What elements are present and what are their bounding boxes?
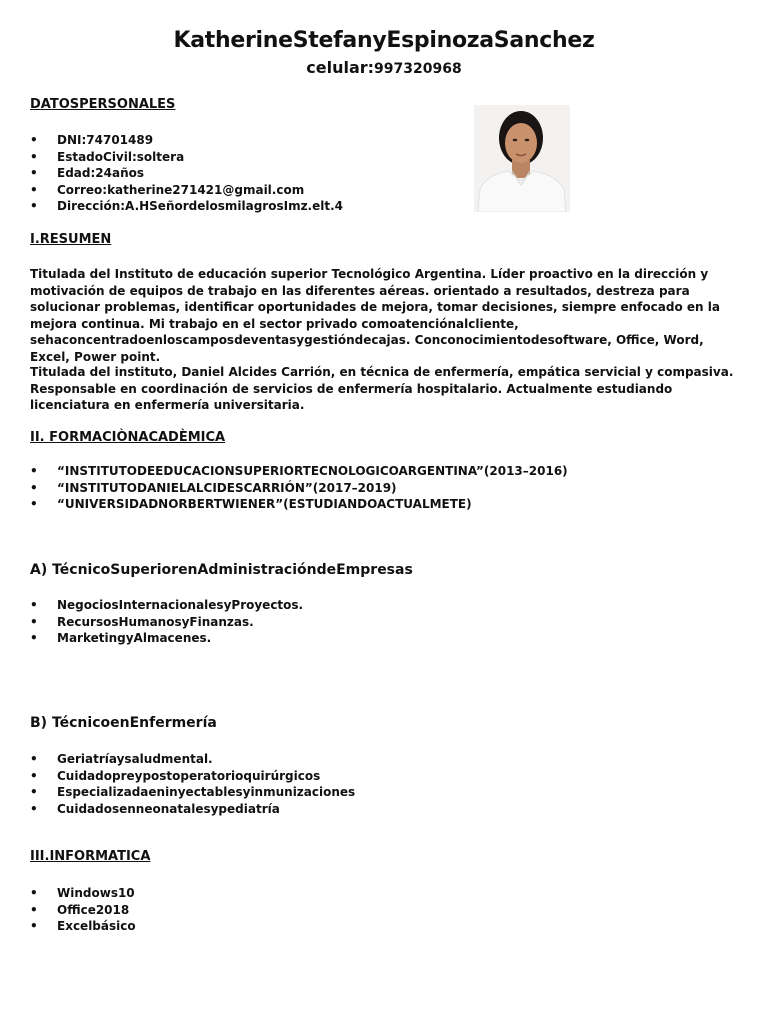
phone-number: 997320968 (374, 61, 462, 77)
education-heading: II. FORMACIÒNACADÈMICA (30, 430, 226, 445)
candidate-name: KatherineStefanyEspinozaSanchez (173, 28, 595, 53)
section-a-heading: A) TécnicoSuperiorenAdministracióndeEmpresas (30, 562, 413, 578)
list-item: • “INSTITUTODEEDUCACIONSUPERIORTECNOLOGICOARGENTINA”(2013–2016) (30, 463, 730, 480)
informatics-heading: III.INFORMATICA (30, 849, 151, 864)
education-list (30, 463, 730, 513)
list-item: • “UNIVERSIDADNORBERTWIENER”(ESTUDIANDOACTUALMETE) (30, 496, 730, 513)
list-item: • Cuidadopreypostoperatorioquirúrgicos (30, 768, 470, 785)
list-item: • RecursosHumanosyFinanzas. (30, 614, 470, 631)
informatics-list (30, 885, 470, 935)
list-item: • EstadoCivil:soltera (30, 149, 470, 166)
list-item: • Geriatríaysaludmental. (30, 751, 470, 768)
list-item: • MarketingyAlmacenes. (30, 630, 470, 647)
profile-photo (474, 105, 570, 212)
list-item: • Windows10 (30, 885, 470, 902)
list-item: • NegociosInternacionalesyProyectos. (30, 597, 470, 614)
personal-data-heading: DATOSPERSONALES (30, 97, 176, 112)
list-item: • “INSTITUTODANIELALCIDESCARRIÓN”(2017–2019) (30, 480, 730, 497)
phone-line (0, 58, 768, 77)
section-b-heading: B) TécnicoenEnfermería (30, 715, 217, 731)
list-item: • Especializadaeninyectablesyinmunizaciones (30, 784, 470, 801)
personal-data-list (30, 132, 470, 215)
list-item: • Office2018 (30, 902, 470, 919)
list-item: • Cuidadosenneonatalesypediatría (30, 801, 470, 818)
list-item: • DNI:74701489 (30, 132, 470, 149)
summary-paragraph: Titulada del Instituto de educación superior Tecnológico Argentina. Líder proactivo en la dirección y motivación de equipos de trabajo en las diferentes aéreas. orientado a resultados, destreza para solucionar problemas, identificar oportunidades de mejora, tomar decisiones, siempre enfocado en la mejora continua. Mi trabajo en el sector privado comoatenciónalcliente, sehaconcentradoenloscamposdeventasygestióndecajas. Conconocimientodesoftware, Office, Word, Excel, Power point. (30, 267, 720, 364)
summary-paragraph: Titulada del instituto, Daniel Alcides Carrión, en técnica de enfermería, empática servicial y compasiva. Responsable en coordinación de servicios de enfermería hospitalario. Actualmente estudiando licenciatura en enfermería universitaria. (30, 365, 734, 412)
list-item: • Edad:24años (30, 165, 470, 182)
summary-heading: I.RESUMEN (30, 232, 112, 247)
phone-label: celular: (306, 58, 375, 77)
list-item: • Excelbásico (30, 918, 470, 935)
list-item: • Correo:katherine271421@gmail.com (30, 182, 470, 199)
list-item: • Dirección:A.HSeñordelosmilagrosImz.elt.4 (30, 198, 470, 215)
section-a-list (30, 597, 470, 647)
section-b-list (30, 751, 470, 817)
